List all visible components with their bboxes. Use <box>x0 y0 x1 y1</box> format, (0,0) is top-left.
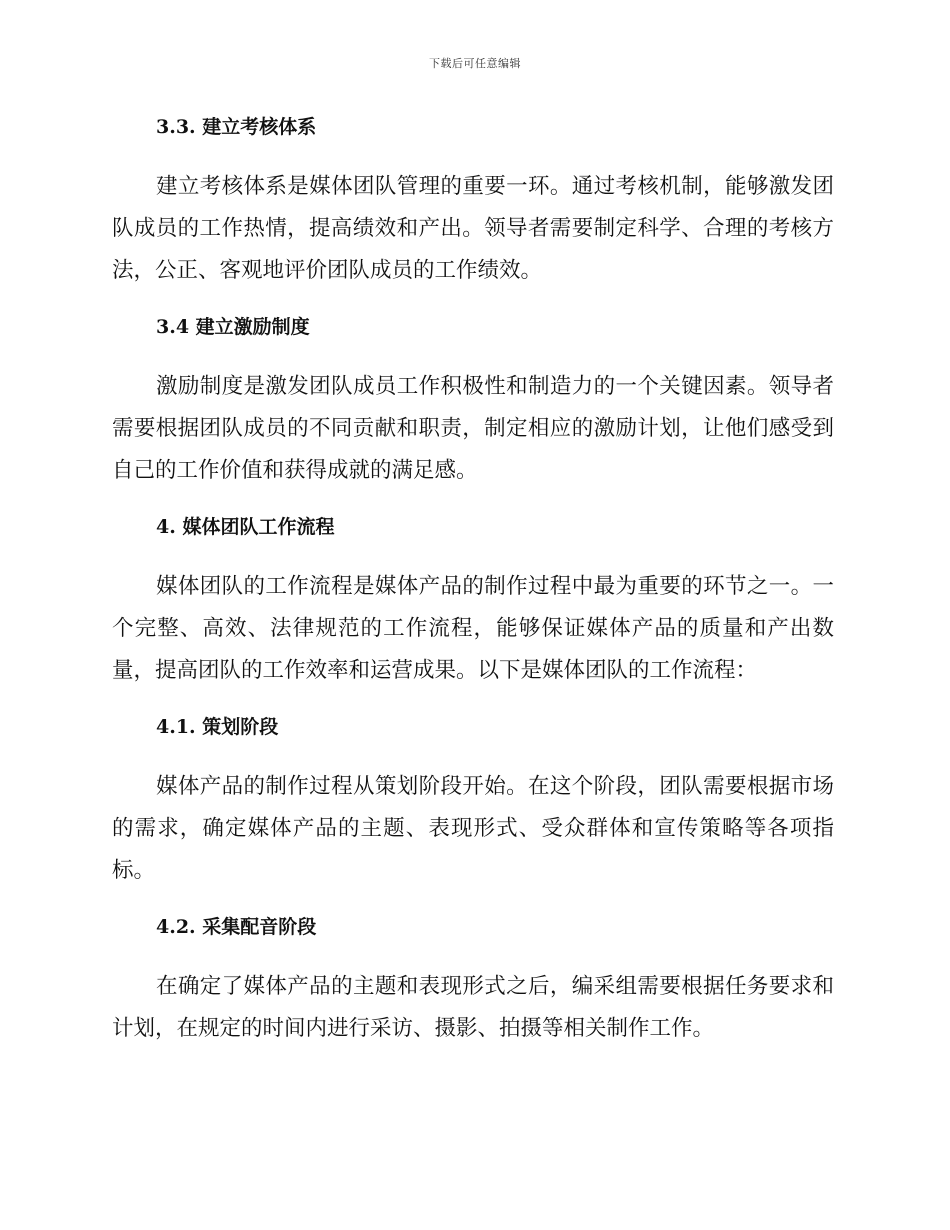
section-heading-4: 4. 媒体团队工作流程 <box>156 516 335 538</box>
section-heading-3-3: 3.3. 建立考核体系 <box>156 116 317 138</box>
section-heading-3-4: 3.4 建立激励制度 <box>156 316 310 338</box>
section-paragraph-4-1: 媒体产品的制作过程从策划阶段开始。在这个阶段，团队需要根据市场的需求，确定媒体产品的主题、表现形式、受众群体和宣传策略等各项指标。 <box>112 774 834 883</box>
section-heading-4-1: 4.1. 策划阶段 <box>156 716 279 738</box>
section-paragraph-4-2: 在确定了媒体产品的主题和表现形式之后，编采组需要根据任务要求和计划，在规定的时间内进行采访、摄影、拍摄等相关制作工作。 <box>112 974 834 1041</box>
section-paragraph-4: 媒体团队的工作流程是媒体产品的制作过程中最为重要的环节之一。一个完整、高效、法律规范的工作流程，能够保证媒体产品的质量和产出数量，提高团队的工作效率和运营成果。以下是媒体团队的工作流程： <box>112 574 834 683</box>
section-paragraph-3-3: 建立考核体系是媒体团队管理的重要一环。通过考核机制，能够激发团队成员的工作热情，提高绩效和产出。领导者需要制定科学、合理的考核方法，公正、客观地评价团队成员的工作绩效。 <box>112 174 834 283</box>
page-header: 下载后可任意编辑 <box>429 57 521 70</box>
section-paragraph-3-4: 激励制度是激发团队成员工作积极性和制造力的一个关键因素。领导者需要根据团队成员的不同贡献和职责，制定相应的激励计划，让他们感受到自己的工作价值和获得成就的满足感。 <box>112 374 834 483</box>
document-body <box>112 108 834 1050</box>
section-heading-4-2: 4.2. 采集配音阶段 <box>156 916 317 938</box>
